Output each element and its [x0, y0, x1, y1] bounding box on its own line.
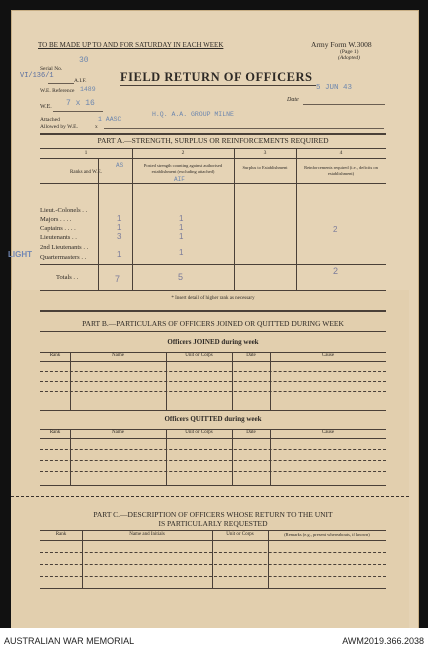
joined-row-line — [40, 371, 386, 372]
part-c-header-rule — [40, 540, 386, 541]
part-c-col-name: Name and Initials — [129, 532, 165, 537]
col-number-2: 2 — [181, 150, 185, 156]
caption-bar — [0, 628, 428, 653]
joined-col-unit: Unit or Corps — [185, 353, 213, 358]
part-c-divider — [82, 530, 83, 588]
form-title: FIELD RETURN OF OFFICERS — [120, 70, 313, 84]
part-a-title: PART A.—STRENGTH, SURPLUS OR REINFORCEMENTS REQUIRED — [97, 136, 329, 145]
col-number-rule — [40, 158, 386, 159]
joined-divider — [270, 352, 271, 410]
header-instruction: TO BE MADE UP TO AND FOR SATURDAY IN EACH WEEK — [38, 41, 224, 49]
posted-count: 1 — [179, 223, 184, 232]
part-c-divider — [212, 530, 213, 588]
posted-count: 1 — [179, 214, 184, 223]
we-reference-value: 1489 — [80, 86, 96, 93]
part-c-top-rule — [40, 530, 386, 531]
posted-count: 1 — [179, 232, 184, 241]
col-divider-we — [98, 158, 99, 290]
joined-header-rule — [40, 361, 386, 362]
allowed-x: x — [95, 124, 98, 130]
part-c-row-line — [40, 564, 386, 565]
caption-source: AUSTRALIAN WAR MEMORIAL — [4, 636, 135, 646]
joined-col-cause: Cause — [321, 353, 335, 358]
joined-divider — [232, 352, 233, 410]
part-c-row-line — [40, 576, 386, 577]
quitted-divider — [232, 429, 233, 485]
part-a-bottom-rule — [40, 290, 386, 291]
part-b-title: PART B.—PARTICULARS OF OFFICERS JOINED OR QUITTED DURING WEEK — [82, 319, 344, 328]
date-value: 5 JUN 43 — [316, 84, 353, 92]
col-posted-mark: AIF — [174, 176, 185, 183]
quitted-col-unit: Unit or Corps — [185, 430, 213, 435]
totals-posted: 5 — [178, 272, 184, 282]
caption-accession: AWM2019.366.2038 — [342, 636, 424, 646]
we-count: 1 — [117, 250, 122, 259]
we-count: 3 — [117, 232, 122, 241]
col-header-posted: Posted strength counting against authorised establishment (excluding attached) — [143, 163, 223, 174]
posted-count: 1 — [179, 248, 184, 257]
we-line — [53, 111, 103, 112]
quitted-col-cause: Cause — [321, 430, 335, 435]
part-c-row-line — [40, 552, 386, 553]
rank-label: Quartermasters . . — [40, 254, 87, 261]
joined-bottom-rule — [40, 410, 386, 411]
part-b-title-rule — [40, 331, 386, 332]
col-number-4: 4 — [339, 150, 343, 156]
part-c-title-line2: IS PARTICULARLY REQUESTED — [158, 519, 268, 528]
rank-label: Lieutenants . . — [40, 234, 77, 241]
quitted-divider — [270, 429, 271, 485]
totals-we: 7 — [115, 274, 121, 284]
part-c-col-unit: Unit or Corps — [226, 532, 254, 537]
serial-label: Serial No. — [40, 66, 63, 72]
quitted-row-line — [40, 471, 386, 472]
rank-label: Captains . . . . — [40, 225, 76, 232]
reinforcement-count: 2 — [333, 225, 338, 234]
part-b-top-rule — [40, 310, 386, 312]
col-number-3: 3 — [263, 150, 267, 156]
quitted-col-name: Name — [112, 430, 124, 435]
joined-col-rank: Rank — [49, 353, 61, 358]
left-edge-stamp: LIGHT — [8, 250, 32, 259]
joined-col-date: Date — [246, 353, 256, 358]
date-label: Date — [287, 97, 299, 103]
quitted-col-date: Date — [246, 430, 256, 435]
attached-label: Attached — [40, 117, 60, 123]
joined-divider — [166, 352, 167, 410]
joined-divider — [70, 352, 71, 410]
quitted-divider — [70, 429, 71, 485]
serial-value: 30 — [79, 56, 89, 65]
rank-label: Lieut.-Colonels . . — [40, 207, 88, 214]
tear-line — [11, 496, 409, 497]
part-a-top-rule — [40, 133, 386, 135]
col-divider-3 — [296, 148, 297, 290]
col-divider-2 — [234, 148, 235, 290]
we-reference-label: W.E. Reference — [40, 88, 75, 94]
joined-row-line — [40, 391, 386, 392]
quitted-title: Officers QUITTED during week — [164, 415, 262, 423]
aif-label: A.I.F. — [74, 78, 87, 84]
rank-label: Majors . . . . — [40, 216, 72, 223]
totals-rule — [40, 264, 386, 265]
col-divider-1 — [132, 148, 133, 290]
we-count: 1 — [117, 223, 122, 232]
part-c-col-remarks: (Remarks (e.g., present whereabouts, if known) — [284, 532, 370, 537]
col-header-surplus: Surplus to Establishment — [242, 165, 288, 170]
col-header-ranks: Ranks and W.E. — [70, 170, 102, 175]
col-we-mark: AS — [116, 162, 124, 169]
date-line — [303, 104, 385, 105]
part-c-divider — [268, 530, 269, 588]
quitted-row-line — [40, 460, 386, 461]
title-underline — [120, 85, 316, 86]
serial-prefix: VI/136/1 — [20, 72, 54, 80]
allowed-label: Allowed by W.E. — [40, 124, 78, 130]
col-number-1: 1 — [84, 150, 88, 156]
form-number: Army Form W.3008 — [311, 40, 372, 49]
joined-row-line — [40, 381, 386, 382]
quitted-row-line — [40, 449, 386, 450]
page-ref: (Page 1) — [340, 49, 359, 55]
serial-line — [48, 83, 74, 84]
quitted-bottom-rule — [40, 485, 386, 486]
part-c-title-line1: PART C.—DESCRIPTION OF OFFICERS WHOSE RETURN TO THE UNIT — [93, 510, 333, 519]
we-count: 1 — [117, 214, 122, 223]
we-value: 7 x 16 — [66, 99, 95, 108]
col-header-rule — [40, 183, 386, 184]
part-c-bottom-rule — [40, 588, 386, 589]
part-a-footnote: * Insert detail of higher rank as necessary — [171, 296, 255, 301]
quitted-col-rank: Rank — [49, 430, 61, 435]
part-a-title-rule — [40, 148, 386, 149]
rank-label: 2nd Lieutenants . . — [40, 244, 89, 251]
attached-line — [104, 128, 384, 129]
quitted-divider — [166, 429, 167, 485]
unit-stamp: H.Q. A.A. GROUP MILNE — [152, 111, 234, 118]
part-c-col-rank: Rank — [55, 532, 67, 537]
we-label: W.E. — [40, 104, 52, 110]
joined-title: Officers JOINED during week — [167, 338, 259, 346]
totals-reinforcements: 2 — [333, 266, 339, 276]
quitted-header-rule — [40, 438, 386, 439]
col-header-reinforcements: Reinforcements required (i.e., deficits on establishment) — [304, 165, 378, 176]
attached-value: 1 AASC — [98, 116, 122, 123]
joined-col-name: Name — [112, 353, 124, 358]
totals-label: Totals . . — [56, 274, 79, 281]
adopted-label: (Adopted) — [338, 55, 360, 61]
